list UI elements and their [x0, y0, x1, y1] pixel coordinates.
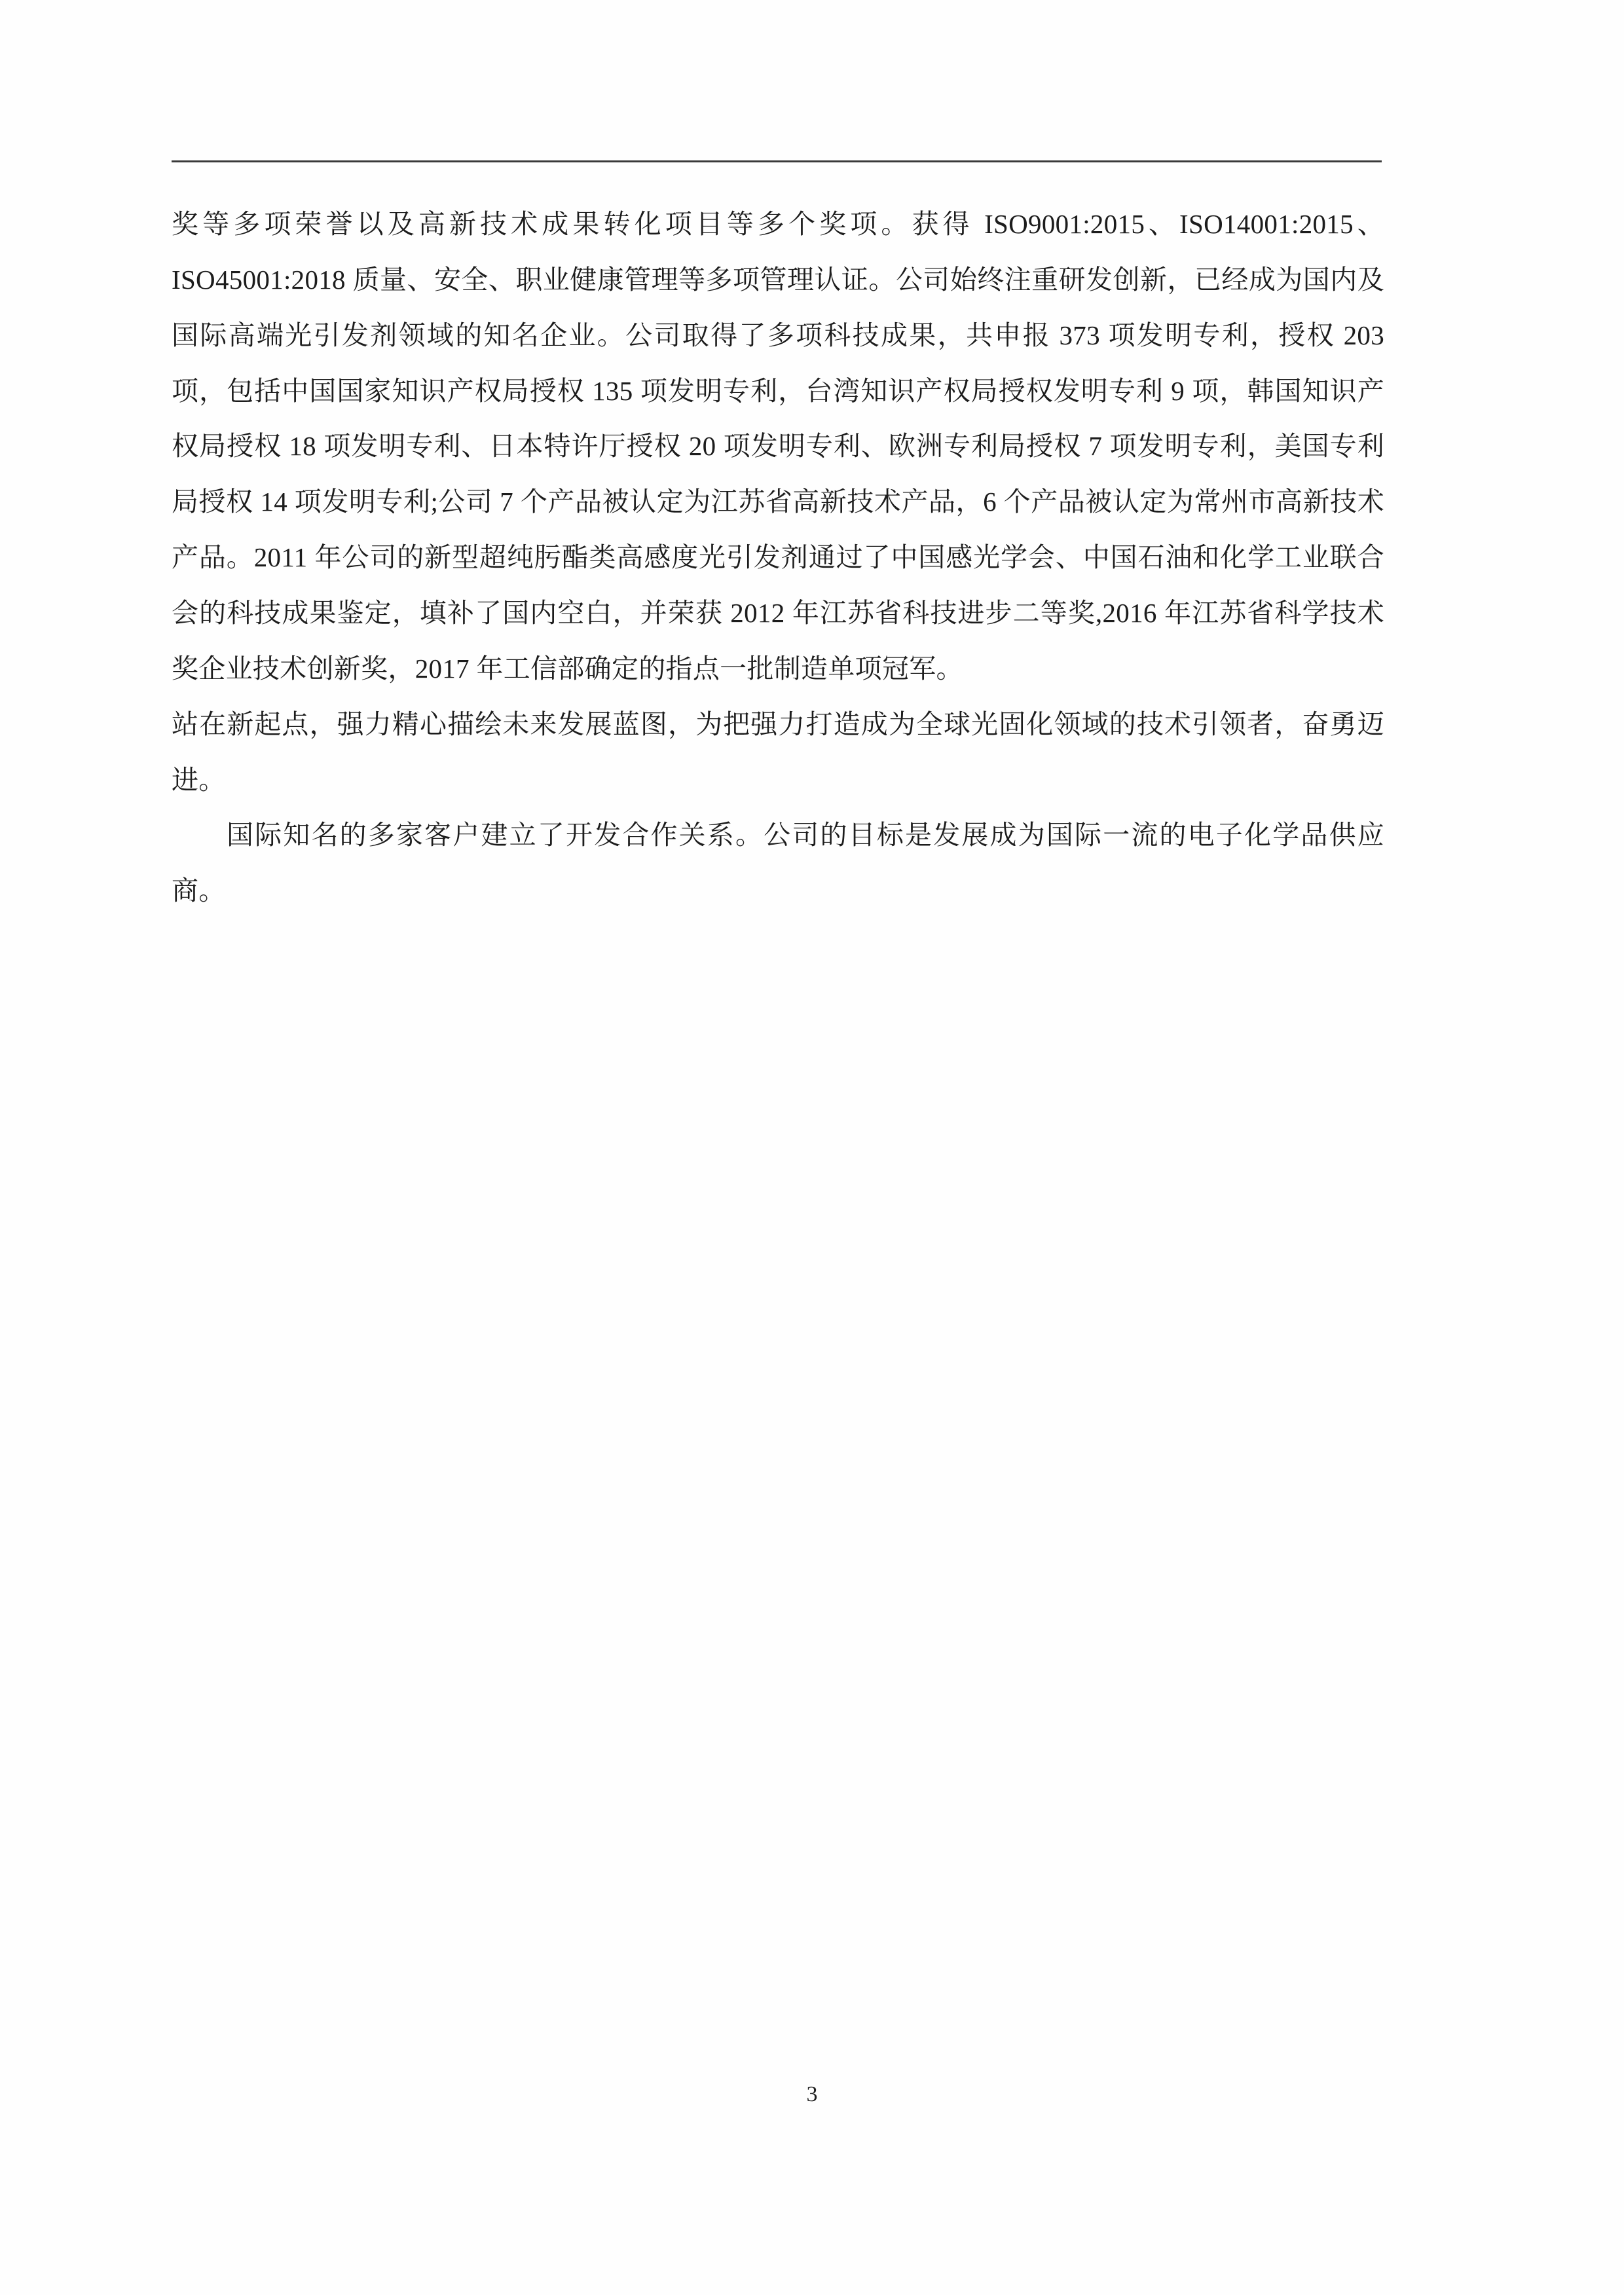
paragraph-2: 站在新起点，强力精心描绘未来发展蓝图，为把强力打造成为全球光固化领域的技术引领者，奋勇迈进。	[172, 708, 1384, 795]
paragraph-3: 国际知名的多家客户建立了开发合作关系。公司的目标是发展成为国际一流的电子化学品供应商。	[172, 820, 1384, 906]
paragraph-1: 奖等多项荣誉以及高新技术成果转化项目等多个奖项。获得 ISO9001:2015、ISO14001:2015、ISO45001:2018 质量、安全、职业健康管理等多项管理认证。公司始终注重研发创新，已经成为国内及国际高端光引发剂领域的知名企业。公司取得了多项科技成果，共申报 373 项发明专利，授权 203 项，包括中国国家知识产权局授权 135 项发明专利，台湾知识产权局授权发明专利 9 项，韩国知识产权局授权 18 项发明专利、日本特许厅授权 20 项发明专利、欧洲专利局授权 7 项发明专利，美国专利局授权 14 项发明专利;公司 7 个产品被认定为江苏省高新技术产品，6 个产品被认定为常州市高新技术产品。2011 年公司的新型超纯肟酯类高感度光引发剂通过了中国感光学会、中国石油和化学工业联合会的科技成果鉴定，填补了国内空白，并荣获 2012 年江苏省科技进步二等奖,2016 年江苏省科学技术奖企业技术创新奖，2017 年工信部确定的指点一批制造单项冠军。	[172, 209, 1384, 684]
page-number: 3	[806, 2082, 818, 2106]
document-body	[172, 196, 1384, 919]
header-divider	[172, 160, 1382, 162]
